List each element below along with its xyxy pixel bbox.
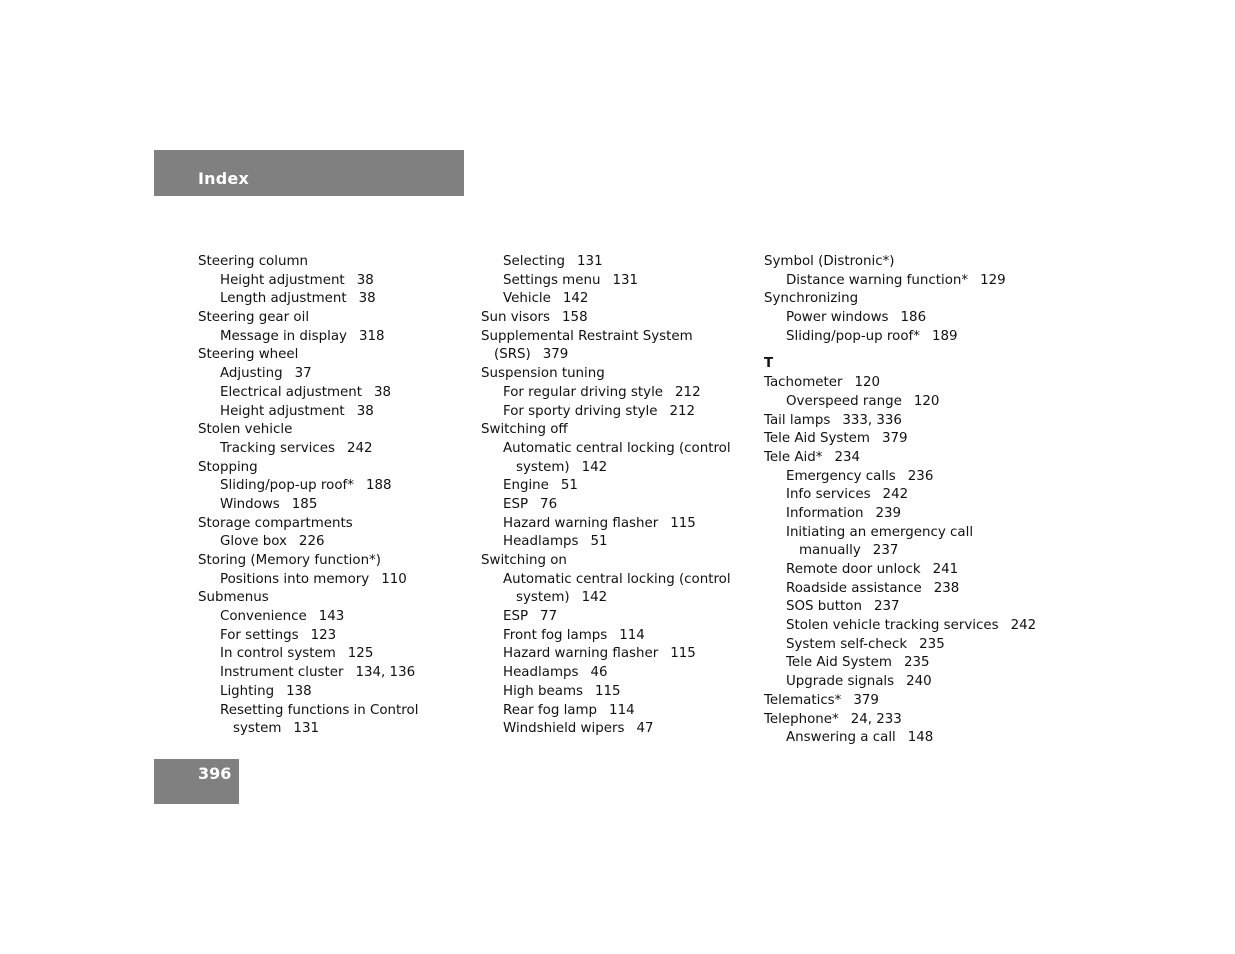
index-term: Steering gear oil — [198, 310, 310, 326]
index-term: Sliding/pop-up roof* — [220, 478, 354, 494]
index-page-ref: 125 — [347, 646, 374, 662]
index-entry — [198, 403, 418, 422]
index-page-ref: 38 — [356, 403, 374, 419]
index-term: Info services — [786, 487, 871, 503]
index-entry — [764, 412, 1036, 431]
index-page-ref: 379 — [542, 347, 569, 363]
index-term: Storage compartments — [198, 515, 353, 531]
index-term: Front fog lamps — [503, 627, 608, 643]
index-page-ref: 38 — [358, 291, 376, 307]
index-entry — [764, 711, 1036, 730]
index-page-ref: 120 — [854, 375, 881, 391]
index-entry — [198, 627, 418, 646]
index-term: Stolen vehicle tracking services — [786, 618, 999, 634]
index-entry — [481, 533, 731, 552]
index-page-ref: 24, 233 — [850, 711, 902, 727]
index-term: Synchronizing — [764, 291, 859, 307]
index-term: Resetting functions in Control — [220, 702, 419, 718]
index-page-ref: 212 — [669, 403, 696, 419]
index-page-ref: 237 — [873, 599, 900, 615]
index-page-ref: 379 — [881, 431, 908, 447]
index-page-ref: 240 — [906, 674, 932, 690]
index-term: Tracking services — [220, 440, 335, 456]
index-term: For settings — [220, 627, 299, 643]
index-entry — [764, 272, 1036, 291]
index-page-ref: 123 — [310, 627, 337, 643]
index-term: Settings menu — [503, 272, 601, 288]
index-page-ref: 333, 336 — [842, 412, 902, 428]
index-term: Tachometer — [764, 375, 843, 391]
index-page-ref: 51 — [590, 534, 608, 550]
index-entry — [764, 468, 1036, 487]
index-term: Initiating an emergency call — [786, 524, 974, 540]
page-title: Index — [198, 169, 249, 188]
index-term: Upgrade signals — [786, 674, 895, 690]
index-entry — [198, 515, 418, 534]
index-entry — [481, 645, 731, 664]
index-entry — [481, 552, 731, 571]
index-page-ref: 242 — [882, 487, 909, 503]
index-entry — [198, 421, 418, 440]
index-term: Tele Aid System — [764, 431, 870, 447]
index-page-ref: 158 — [562, 310, 588, 326]
index-entry — [481, 515, 731, 534]
index-page-ref: 131 — [577, 254, 603, 269]
index-entry — [764, 253, 1036, 272]
index-entry — [764, 542, 1036, 561]
index-term: Switching on — [481, 553, 567, 568]
index-term: Symbol (Distronic*) — [764, 254, 895, 269]
index-header-bar — [154, 150, 464, 196]
index-term: Selecting — [503, 254, 566, 269]
index-term: ESP — [503, 609, 529, 625]
index-page-ref: 77 — [540, 609, 558, 625]
index-page-ref: 143 — [318, 609, 345, 625]
index-term: For sporty driving style — [503, 403, 658, 419]
index-term: Vehicle — [503, 291, 551, 307]
index-term: Automatic central locking (control — [503, 440, 731, 456]
index-term: Windows — [220, 496, 280, 512]
index-entry — [481, 403, 731, 422]
index-entry — [481, 440, 731, 459]
index-term: T — [764, 356, 774, 372]
index-term: High beams — [503, 683, 583, 699]
index-term: Headlamps — [503, 665, 579, 681]
index-page-ref: 241 — [932, 562, 959, 577]
index-entry — [481, 702, 731, 721]
index-entry — [198, 702, 418, 721]
index-term: Suspension tuning — [481, 366, 605, 382]
index-page-ref: 115 — [595, 683, 621, 699]
index-page-ref: 379 — [853, 692, 879, 708]
index-term: Power windows — [786, 310, 889, 326]
index-page-ref: 212 — [675, 384, 701, 400]
index-entry — [198, 589, 418, 608]
index-term: system — [233, 721, 282, 737]
index-page-ref: 242 — [1010, 618, 1037, 634]
index-term: Hazard warning flasher — [503, 515, 659, 531]
index-entry — [198, 328, 418, 347]
index-entry — [764, 309, 1036, 328]
index-entry — [198, 477, 418, 496]
index-term: manually — [799, 543, 861, 559]
index-entry — [481, 365, 731, 384]
index-entry — [764, 486, 1036, 505]
index-page-ref: 239 — [875, 505, 902, 521]
index-entry — [764, 729, 1036, 748]
index-page-ref: 110 — [381, 571, 407, 587]
index-entry — [764, 692, 1036, 711]
index-entry — [198, 571, 418, 590]
index-column-3 — [764, 253, 1036, 748]
index-page-ref: 114 — [619, 627, 645, 643]
index-page-ref: 120 — [913, 393, 940, 409]
index-entry — [481, 589, 731, 608]
index-page-ref: 148 — [907, 730, 934, 746]
index-entry — [198, 720, 418, 739]
index-entry — [764, 598, 1036, 617]
index-term: Telematics* — [764, 692, 842, 708]
index-entry — [198, 664, 418, 683]
index-page-ref: 142 — [562, 291, 589, 307]
index-page-ref: 115 — [670, 646, 696, 662]
index-entry — [764, 617, 1036, 636]
index-term: Electrical adjustment — [220, 384, 362, 400]
page-number: 396 — [198, 764, 232, 783]
index-term: Switching off — [481, 422, 568, 438]
index-term: Height adjustment — [220, 403, 345, 419]
index-term: Glove box — [220, 534, 287, 550]
index-page-ref: 134, 136 — [355, 665, 416, 681]
index-entry — [198, 459, 418, 478]
index-entry — [198, 440, 418, 459]
index-page-ref: 238 — [933, 580, 960, 596]
index-entry — [764, 654, 1036, 673]
index-entry — [198, 608, 418, 627]
index-entry — [764, 524, 1036, 543]
index-entry — [764, 673, 1036, 692]
index-column-2 — [481, 253, 731, 739]
index-entry — [481, 346, 731, 365]
index-term: Emergency calls — [786, 468, 896, 484]
index-entry — [198, 272, 418, 291]
index-term: Tele Aid System — [786, 655, 892, 671]
index-page-ref: 235 — [919, 636, 945, 652]
index-page-ref: 76 — [540, 496, 558, 512]
index-page-ref: 189 — [931, 328, 958, 344]
index-page-ref: 51 — [560, 478, 578, 494]
index-term: Automatic central locking (control — [503, 571, 731, 587]
section-gap — [764, 346, 1036, 355]
index-term: SOS button — [786, 599, 862, 615]
index-page-ref: 131 — [612, 272, 638, 288]
index-term: (SRS) — [494, 347, 531, 363]
index-page-ref: 37 — [294, 366, 312, 382]
index-page-ref: 38 — [356, 272, 374, 288]
index-column-1 — [198, 253, 418, 739]
index-entry — [481, 496, 731, 515]
index-term: Information — [786, 505, 864, 521]
index-term: Headlamps — [503, 534, 579, 550]
index-entry — [481, 627, 731, 646]
index-entry — [481, 384, 731, 403]
index-page-ref: 129 — [980, 272, 1006, 288]
index-term: System self-check — [786, 636, 908, 652]
index-term: ESP — [503, 496, 529, 512]
index-term: Roadside assistance — [786, 580, 922, 596]
index-term: Engine — [503, 478, 549, 494]
index-entry — [764, 580, 1036, 599]
index-term: Rear fog lamp — [503, 702, 598, 718]
index-term: Stopping — [198, 459, 258, 475]
index-term: Submenus — [198, 590, 269, 606]
index-page-ref: 235 — [903, 655, 930, 671]
index-entry — [481, 309, 731, 328]
index-term: system) — [516, 590, 570, 606]
index-page-ref: 46 — [590, 665, 608, 681]
index-entry — [481, 720, 731, 739]
index-term: Steering wheel — [198, 347, 299, 363]
index-term: Supplemental Restraint System — [481, 328, 693, 344]
index-page-ref: 188 — [365, 478, 392, 494]
index-term: Stolen vehicle — [198, 422, 293, 438]
index-term: Adjusting — [220, 366, 283, 382]
index-entry — [481, 477, 731, 496]
index-entry — [198, 309, 418, 328]
index-page-ref: 138 — [286, 683, 312, 699]
index-entry — [198, 533, 418, 552]
index-entry — [481, 664, 731, 683]
index-page-ref: 186 — [900, 310, 927, 326]
index-entry — [481, 683, 731, 702]
index-entry — [198, 290, 418, 309]
index-entry — [764, 430, 1036, 449]
index-entry — [198, 365, 418, 384]
index-page-ref: 131 — [293, 721, 319, 737]
index-term: Answering a call — [786, 730, 896, 746]
index-page-ref: 185 — [291, 496, 318, 512]
index-entry — [764, 636, 1036, 655]
index-page-ref: 242 — [346, 440, 373, 456]
index-term: For regular driving style — [503, 384, 664, 400]
index-entry — [764, 393, 1036, 412]
index-term: Length adjustment — [220, 291, 347, 307]
index-entry — [198, 253, 418, 272]
index-term: Distance warning function* — [786, 272, 969, 288]
index-term: Windshield wipers — [503, 721, 625, 737]
index-section-letter — [764, 355, 1036, 374]
index-entry — [198, 496, 418, 515]
index-page-ref: 226 — [298, 534, 325, 550]
index-entry — [764, 449, 1036, 468]
index-entry — [481, 253, 731, 272]
index-page-ref: 38 — [373, 384, 392, 400]
index-term: Sliding/pop-up roof* — [786, 328, 920, 344]
index-entry — [764, 328, 1036, 347]
index-page-ref: 114 — [609, 702, 635, 718]
index-term: system) — [516, 459, 570, 475]
index-term: Convenience — [220, 609, 307, 625]
index-page-ref: 234 — [834, 449, 860, 465]
index-term: Height adjustment — [220, 272, 345, 288]
index-entry — [481, 608, 731, 627]
index-entry — [198, 683, 418, 702]
index-term: In control system — [220, 646, 336, 662]
index-term: Storing (Memory function*) — [198, 553, 381, 568]
index-term: Overspeed range — [786, 393, 902, 409]
index-term: Telephone* — [764, 711, 839, 727]
index-entry — [198, 346, 418, 365]
index-entry — [198, 552, 418, 571]
index-page-ref: 47 — [636, 721, 654, 737]
index-entry — [764, 561, 1036, 580]
index-term: Steering column — [198, 254, 308, 269]
index-term: Hazard warning flasher — [503, 646, 659, 662]
index-page-ref: 236 — [907, 468, 934, 484]
index-term: Instrument cluster — [220, 665, 344, 681]
index-entry — [764, 505, 1036, 524]
index-entry — [764, 374, 1036, 393]
index-entry — [198, 645, 418, 664]
index-entry — [481, 421, 731, 440]
index-page-ref: 142 — [581, 590, 608, 606]
index-term: Positions into memory — [220, 571, 370, 587]
index-entry — [481, 328, 731, 347]
index-term: Remote door unlock — [786, 562, 921, 577]
index-page-ref: 142 — [581, 459, 608, 475]
index-term: Tail lamps — [764, 412, 831, 428]
index-entry — [764, 290, 1036, 309]
index-page-ref: 318 — [358, 328, 385, 344]
index-page-ref: 115 — [670, 515, 696, 531]
index-entry — [481, 290, 731, 309]
index-entry — [481, 272, 731, 291]
index-term: Sun visors — [481, 310, 551, 326]
index-page-ref: 237 — [872, 543, 899, 559]
page-number-tab — [154, 759, 239, 804]
index-term: Message in display — [220, 328, 347, 344]
index-entry — [198, 384, 418, 403]
index-entry — [481, 571, 731, 590]
index-term: Tele Aid* — [764, 449, 823, 465]
index-term: Lighting — [220, 683, 275, 699]
index-entry — [481, 459, 731, 478]
